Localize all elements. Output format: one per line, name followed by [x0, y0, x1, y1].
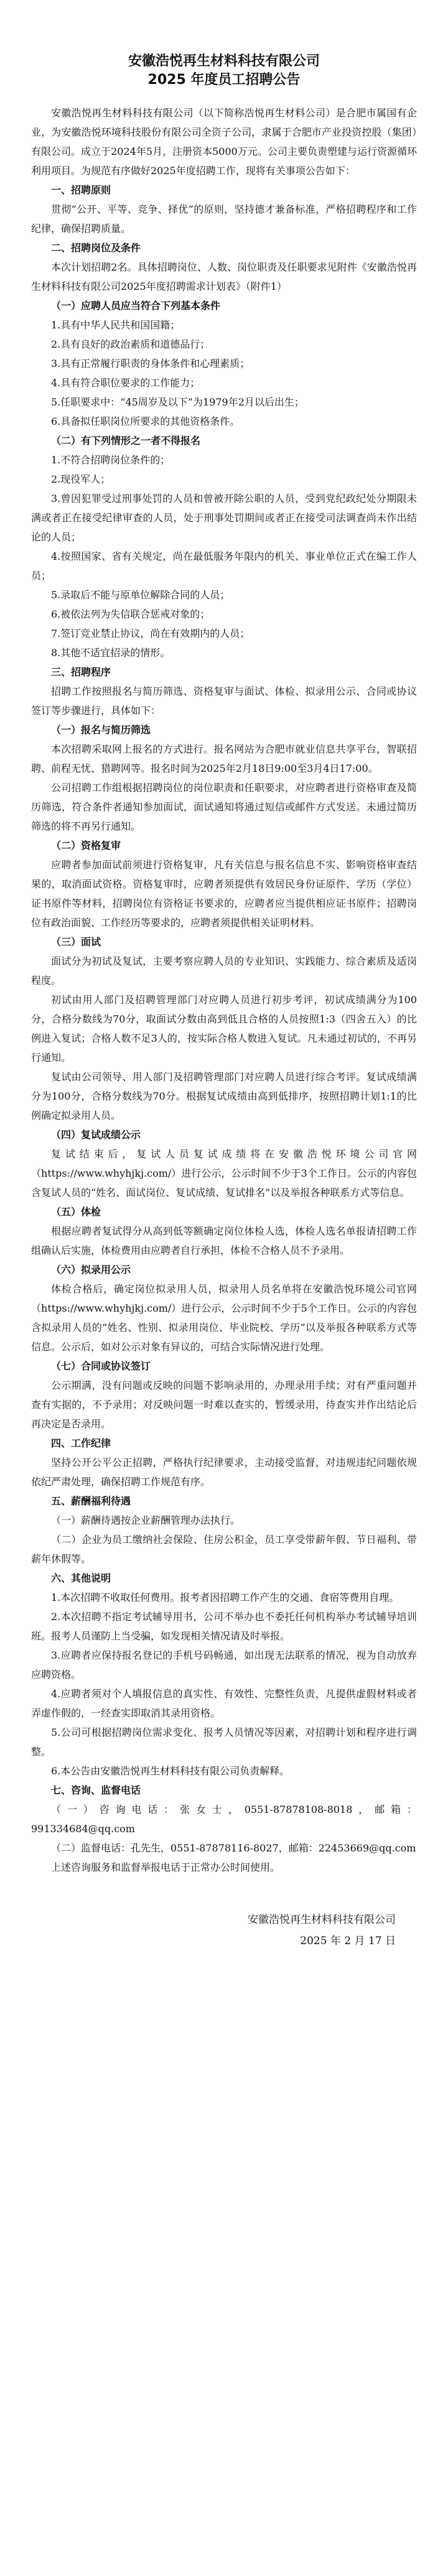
- section-heading: （三）面试: [51, 936, 101, 948]
- paragraph: 3.应聘者应保持报名登记的手机号码畅通，如出现无法联系的情况，视为自动放弃应聘资格。: [31, 1649, 417, 1680]
- signature-block: [31, 1909, 417, 1952]
- paragraph: 7.签订竞业禁止协议，尚在有效期内的人员；: [51, 628, 250, 639]
- paragraph: 6.具备拟任职岗位所要求的其他资格条件。: [51, 415, 240, 427]
- paragraph: （一）薪酬待遇按企业薪酬管理办法执行。: [51, 1514, 241, 1526]
- section-heading: （二）有下列情形之一者不得报名: [51, 435, 201, 447]
- paragraph: 公司招聘工作组根据招聘岗位的岗位职责和任职要求，对应聘者进行资格审查及简历筛选，符合条件者通知参加面试，面试通知将通过短信或邮件方式发送。未通过简历筛选的将不再另行通知。: [31, 782, 417, 832]
- paragraph: 2.现役军人；: [51, 473, 111, 485]
- paragraph: 2.具有良好的政治素质和道德品行；: [51, 338, 210, 350]
- section-heading: （一）报名与简历筛选: [51, 724, 151, 736]
- paragraph: 4.具有符合职位要求的工作能力；: [51, 377, 200, 389]
- section-heading: 四、工作纪律: [51, 1437, 111, 1449]
- paragraph: 复试由公司领导、用人部门及招聘管理部门对应聘人员进行综合考评。复试成绩满分为100分，合格分数线为70分。根据复试成绩由高到低排序，按照招聘计划1:1的比例确定拟录用人员。: [31, 1071, 417, 1121]
- paragraph: 5.公司可根据招聘岗位需求变化、报考人员情况等因素，对招聘计划和程序进行调整。: [31, 1726, 417, 1758]
- section-heading: 二、招聘岗位及条件: [51, 242, 141, 254]
- paragraph: 3.具有正常履行职责的身体条件和心理素质；: [51, 358, 250, 369]
- section-heading: 五、薪酬福利待遇: [51, 1495, 131, 1507]
- paragraph: 本次招聘采取网上报名的方式进行。报名网站为合肥市就业信息共享平台，智联招聘、前程无忧、猎聘网等。报名时间为2025年2月18日9:00至3月4日17:00。: [31, 743, 417, 774]
- paragraph: 4.按照国家、省有关规定，尚在最低服务年限内的机关、事业单位正式在编工作人员；: [31, 550, 417, 581]
- paragraph: 3.曾因犯罪受过刑事处罚的人员和曾被开除公职的人员，受到党纪政纪处分期限未满或者正在接受纪律审查的人员，处于刑事处罚期间或者正在接受司法调查尚未作出结论的人员；: [31, 493, 417, 543]
- section-heading: （四）复试成绩公示: [51, 1129, 141, 1141]
- section-heading: （二）资格复审: [51, 840, 121, 851]
- paragraph: 招聘工作按照报名与简历筛选、资格复审与面试、体检、拟录用公示、合同或协议签订等步骤进行，具体如下：: [31, 685, 417, 716]
- paragraph: 复试结束后，复试人员复试成绩将在安徽浩悦环境公司官网（https://www.whyhjkj.com/）进行公示，公示时间不少于3个工作日。公示的内容包含复试人员的“姓名、面试岗位、复试成绩、复试排名”以及举报各种联系方式等信息。: [31, 1148, 417, 1198]
- title-announcement: 2025 年度员工招聘公告: [147, 72, 301, 88]
- paragraph: 体检合格后，确定岗位拟录用人员，拟录用人员名单将在安徽浩悦环境公司官网（https://www.whyhjkj.com/）进行公示，公示时间不少于5个工作日。公示的内容包含拟录用人员的“姓名、性别、拟录用岗位、毕业院校、学历”以及举报各种联系方式等信息。公示后，如对公示对象有异议的，可结合实际情况进行处理。: [31, 1283, 417, 1353]
- paragraph: 应聘者参加面试前须进行资格复审，凡有关信息与报名信息不实、影响资格审查结果的，取消面试资格。资格复审时，应聘者须提供有效居民身份证原件、学历（学位）证书原件等材料，招聘岗位有资格证书要求的，应聘者应当提供相应证书原件；招聘岗位有政治面貌、工作经历等要求的，应聘者须提供相关证明材料。: [31, 859, 417, 929]
- paragraph: 坚持公开公平公正招聘，严格执行纪律要求，主动接受监督，对违规违纪问题依规依纪严肃处理，确保招聘工作规范有序。: [31, 1457, 417, 1488]
- paragraph: 2.本次招聘不指定考试辅导用书，公司不举办也不委托任何机构举办考试辅导培训班。报考人员谨防上当受骗，如发现相关情况请及时举报。: [31, 1611, 417, 1642]
- paragraph: 安徽浩悦再生材料科技有限公司（以下简称浩悦再生材料公司）是合肥市属国有企业，为安徽浩悦环境科技股份有限公司全资子公司，隶属于合肥市产业投资控股（集团）有限公司。成立于2024年5月，注册资本5000万元。公司主要负责塑建与运行资源循环利用项目。为规范有序做好2025年度招聘工作，现将有关事项公告如下：: [31, 107, 417, 177]
- paragraph: 本次计划招聘2名。具体招聘岗位、人数、岗位职责及任职要求见附件《安徽浩悦再生材料科技有限公司2025年度招聘需求计划表》（附件1）: [31, 261, 417, 292]
- paragraph: 6.被依法列为失信联合惩戒对象的；: [51, 608, 210, 620]
- announcement-body: [31, 103, 417, 1877]
- paragraph: 5.任职要求中：“45周岁及以下”为1979年2月以后出生；: [51, 396, 304, 408]
- section-heading: 三、招聘程序: [51, 666, 111, 678]
- section-heading: （一）应聘人员应当符合下列基本条件: [51, 300, 221, 312]
- paragraph: 面试分为初试及复试，主要考察应聘人员的专业知识、实践能力、综合素质及适岗程度。: [31, 955, 417, 986]
- paragraph: 5.录取后不能与原单位解除合同的人员；: [51, 589, 230, 601]
- section-heading: 六、其他说明: [51, 1572, 111, 1584]
- paragraph: 1.不符合招聘岗位条件的；: [51, 454, 170, 466]
- paragraph: （二）监督电话：孔先生，0551-87878116-8027，邮箱：22453669@qq.com: [51, 1842, 416, 1854]
- paragraph: 8.其他不适宜招录的情形。: [51, 647, 170, 659]
- paragraph: 根据应聘者复试得分从高到低等额确定岗位体检人选，体检人选名单报请招聘工作组确认后实施，体检费用由应聘者自行承担，体检不合格人员不予录用。: [31, 1225, 417, 1256]
- paragraph: （二）企业为员工缴纳社会保险、住房公积金，员工享受带薪年假、节日福利、带薪年休假等。: [31, 1534, 417, 1565]
- section-heading: 七、咨询、监督电话: [51, 1784, 141, 1796]
- paragraph: 1.本次招聘不收取任何费用。报考者因招聘工作产生的交通、食宿等费用自理。: [51, 1591, 399, 1603]
- paragraph: （一）咨询电话：张女士，0551-87878108-8018，邮箱：991334684@qq.com: [31, 1804, 417, 1835]
- signature-company: 安徽浩悦再生材料科技有限公司: [248, 1914, 396, 1926]
- paragraph: 初试由用人部门及招聘管理部门对应聘人员进行初步考评，初试成绩满分为100分，合格分数线为70分，取面试分数由高到低且合格的人员按照1:3（四舍五入）的比例进入复试；合格人数不足3人的，按实际合格人数进入复试。凡未通过初试的，不再另行通知。: [31, 994, 417, 1063]
- paragraph: 上述咨询服务和监督举报电话于正常办公时间使用。: [51, 1861, 281, 1873]
- paragraph: 1.具有中华人民共和国国籍；: [51, 319, 180, 331]
- section-heading: 一、招聘原则: [51, 184, 111, 196]
- paragraph: 6.本公告由安徽浩悦再生材料科技有限公司负责解释。: [51, 1765, 290, 1777]
- paragraph: 4.应聘者须对个人填报信息的真实性、有效性、完整性负责，凡提供虚假材料或者弄虚作假的，一经查实即取消其录用资格。: [31, 1688, 417, 1719]
- paragraph: 贯彻“公开、平等、竞争、择优”的原则，坚持德才兼备标准，严格招聘程序和工作纪律，确保招聘质量。: [31, 203, 417, 234]
- paragraph: 公示期满，没有问题或反映的问题不影响录用的，办理录用手续；对有严重问题并查有实据的，不予录用；对反映问题一时难以查实的，暂缓录用，待查实并作出结论后再决定是否录用。: [31, 1379, 417, 1430]
- signature-date: 2025 年 2 月 17 日: [300, 1935, 396, 1947]
- section-heading: （五）体检: [51, 1206, 101, 1218]
- title-company: 安徽浩悦再生材料科技有限公司: [128, 53, 320, 69]
- section-heading: （六）拟录用公示: [51, 1264, 131, 1276]
- section-heading: （七）合同或协议签订: [51, 1360, 151, 1372]
